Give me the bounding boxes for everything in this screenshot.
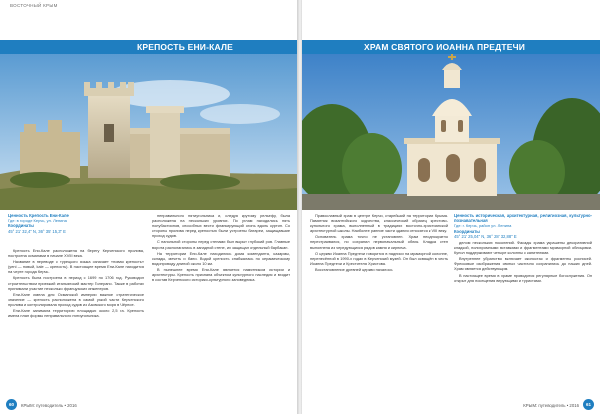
left-c2-p1: неправильного пятиугольника и, следуя крутому рельефу, была расположена на нескольких уровнях. По углам находились пять полубастионов, способных вести фланкирующий огонь вдоль куртин. Со стороны пролива перед крепостью были устроены батареи, защищавшие проход судов. [152,213,290,239]
right-info-box [454,213,592,239]
right-info-title: Ценность историческая, архитектурная, религиозная, культурно-познавательная [454,213,592,224]
left-c2-p3: На территории Ени-Кале находились дома коменданта, казармы, склады, мечеть и бани. Водой крепость снабжалась по керамическому водопроводу длиной около 10 км. [152,250,290,266]
fortress-photo [0,54,298,210]
left-page-title: КРЕПОСТЬ ЕНИ-КАЛЕ [0,40,298,54]
left-page-number: 60 [6,399,17,410]
left-coords-value: 45° 21' 32,4" N, 36° 35' 15,3" E [8,228,66,234]
right-c1-p4: Восстановление древней церкви началось [315,266,393,272]
left-info-box [8,213,146,234]
right-c2-p1: делом нескольких поколений. Фасады храма украшены декоративной кладкой, полихромными вставками и фрагментами мраморной облицовки. Купол поддерживают четыре колонны с капителями. [454,240,592,256]
left-c2-p4: В нынешнее время Ени-Кале является памятником истории и архитектуры. Крепость признана объектом культурного наследия и входит в состав Керченского историко-культурного заповедника. [152,266,290,283]
right-coords-value: 45° 21' 25,04" N, 36° 28' 32,88" E [454,233,517,239]
right-c1-p2: Основатель храма точно не установлен. Храм неоднократно перестраивался, но сохранил первоначальный облик. Кладка стен выполнена из чередующихся рядов камня и кирпича. [310,234,448,250]
right-c1-p3: О церкви Иоанна Предтечи говорится в надписи на мраморной колонне, перенесённой в 1990-х годах в Керченский музей. Он был освящён в честь Иоанна Предтечи и Крестителя Христова. [310,250,448,266]
left-c1-p5: Ени-Кале занимала территорию площадью около 2,5 га. Крепость имела план формы неправильного пятиугольника. [8,308,144,319]
right-c1-p1: Православный храм в центре Керчи, старейший на территории Крыма. Памятник византийского зодчества, классический образец крестово-купольного храма, выполненный в традициях восточно-христианской архитектурной школы. Наиболее ранние части здания относятся к VIII веку. [310,213,448,234]
left-c1-p4: Ени-Кале имела для Османской империи важное стратегическое значение — крепость расположена в самой узкой части Керченского пролива и контролировала проход судов из Азовского моря в Чёрное. [8,291,144,307]
right-column-2 [454,240,592,284]
running-head: ВОСТОЧНЫЙ КРЫМ [10,3,58,8]
left-c2-p2: С напольной стороны перед стенами был вырыт глубокий ров. Главные ворота располагались в западной стене, их защищал отдельный барбакан. [152,239,290,250]
right-info-address: Где: г. Керчь, район ул. Ленина [454,223,512,229]
right-c2-p2: Внутреннее убранство включает иконостас и фрагменты росписей. Фресковые изображения святых частично сохранились до наших дней. Храм является действующим. [454,256,592,272]
left-column-2 [152,213,290,283]
left-coords-label: Координаты [8,223,34,229]
left-page [0,0,298,414]
church-photo [302,54,600,210]
right-c2-p3: В настоящее время в храме проводятся регулярные богослужения. Он открыт для посещения верующими и туристами. [454,272,592,283]
left-c1-p3: Крепость была построена в период с 1699 по 1706 год. Руководил строительством приезжий итальянский мастер Голерано. Также в работах принимали участие несколько французских инженеров. [8,275,144,291]
right-footer: КРЫМ: путеводитель • 2016 [523,403,579,408]
left-column-1 [8,248,144,319]
left-c1-p2: Название в переводе с турецкого языка означает «новая крепость» (yeni — новый, kale — крепость). В настоящее время Ени-Кале находится на черте города Керчь. [8,259,144,275]
right-coords-label: Координаты [454,228,480,234]
right-page [302,0,600,414]
right-page-title: ХРАМ СВЯТОГО ИОАННА ПРЕДТЕЧИ [302,40,600,54]
left-info-address: Где: в городе Керчь, ул. Ленина [8,218,67,224]
left-footer: КРЫМ: путеводитель • 2016 [21,403,77,408]
right-column-1 [310,213,448,273]
right-page-number: 61 [583,399,594,410]
left-info-title: Ценность Крепость Ени-Кале [8,213,69,218]
left-c1-p1: Крепость Ени-Кале расположена на берегу Керченского пролива, построена османами в начале XVIII века. [8,248,144,259]
